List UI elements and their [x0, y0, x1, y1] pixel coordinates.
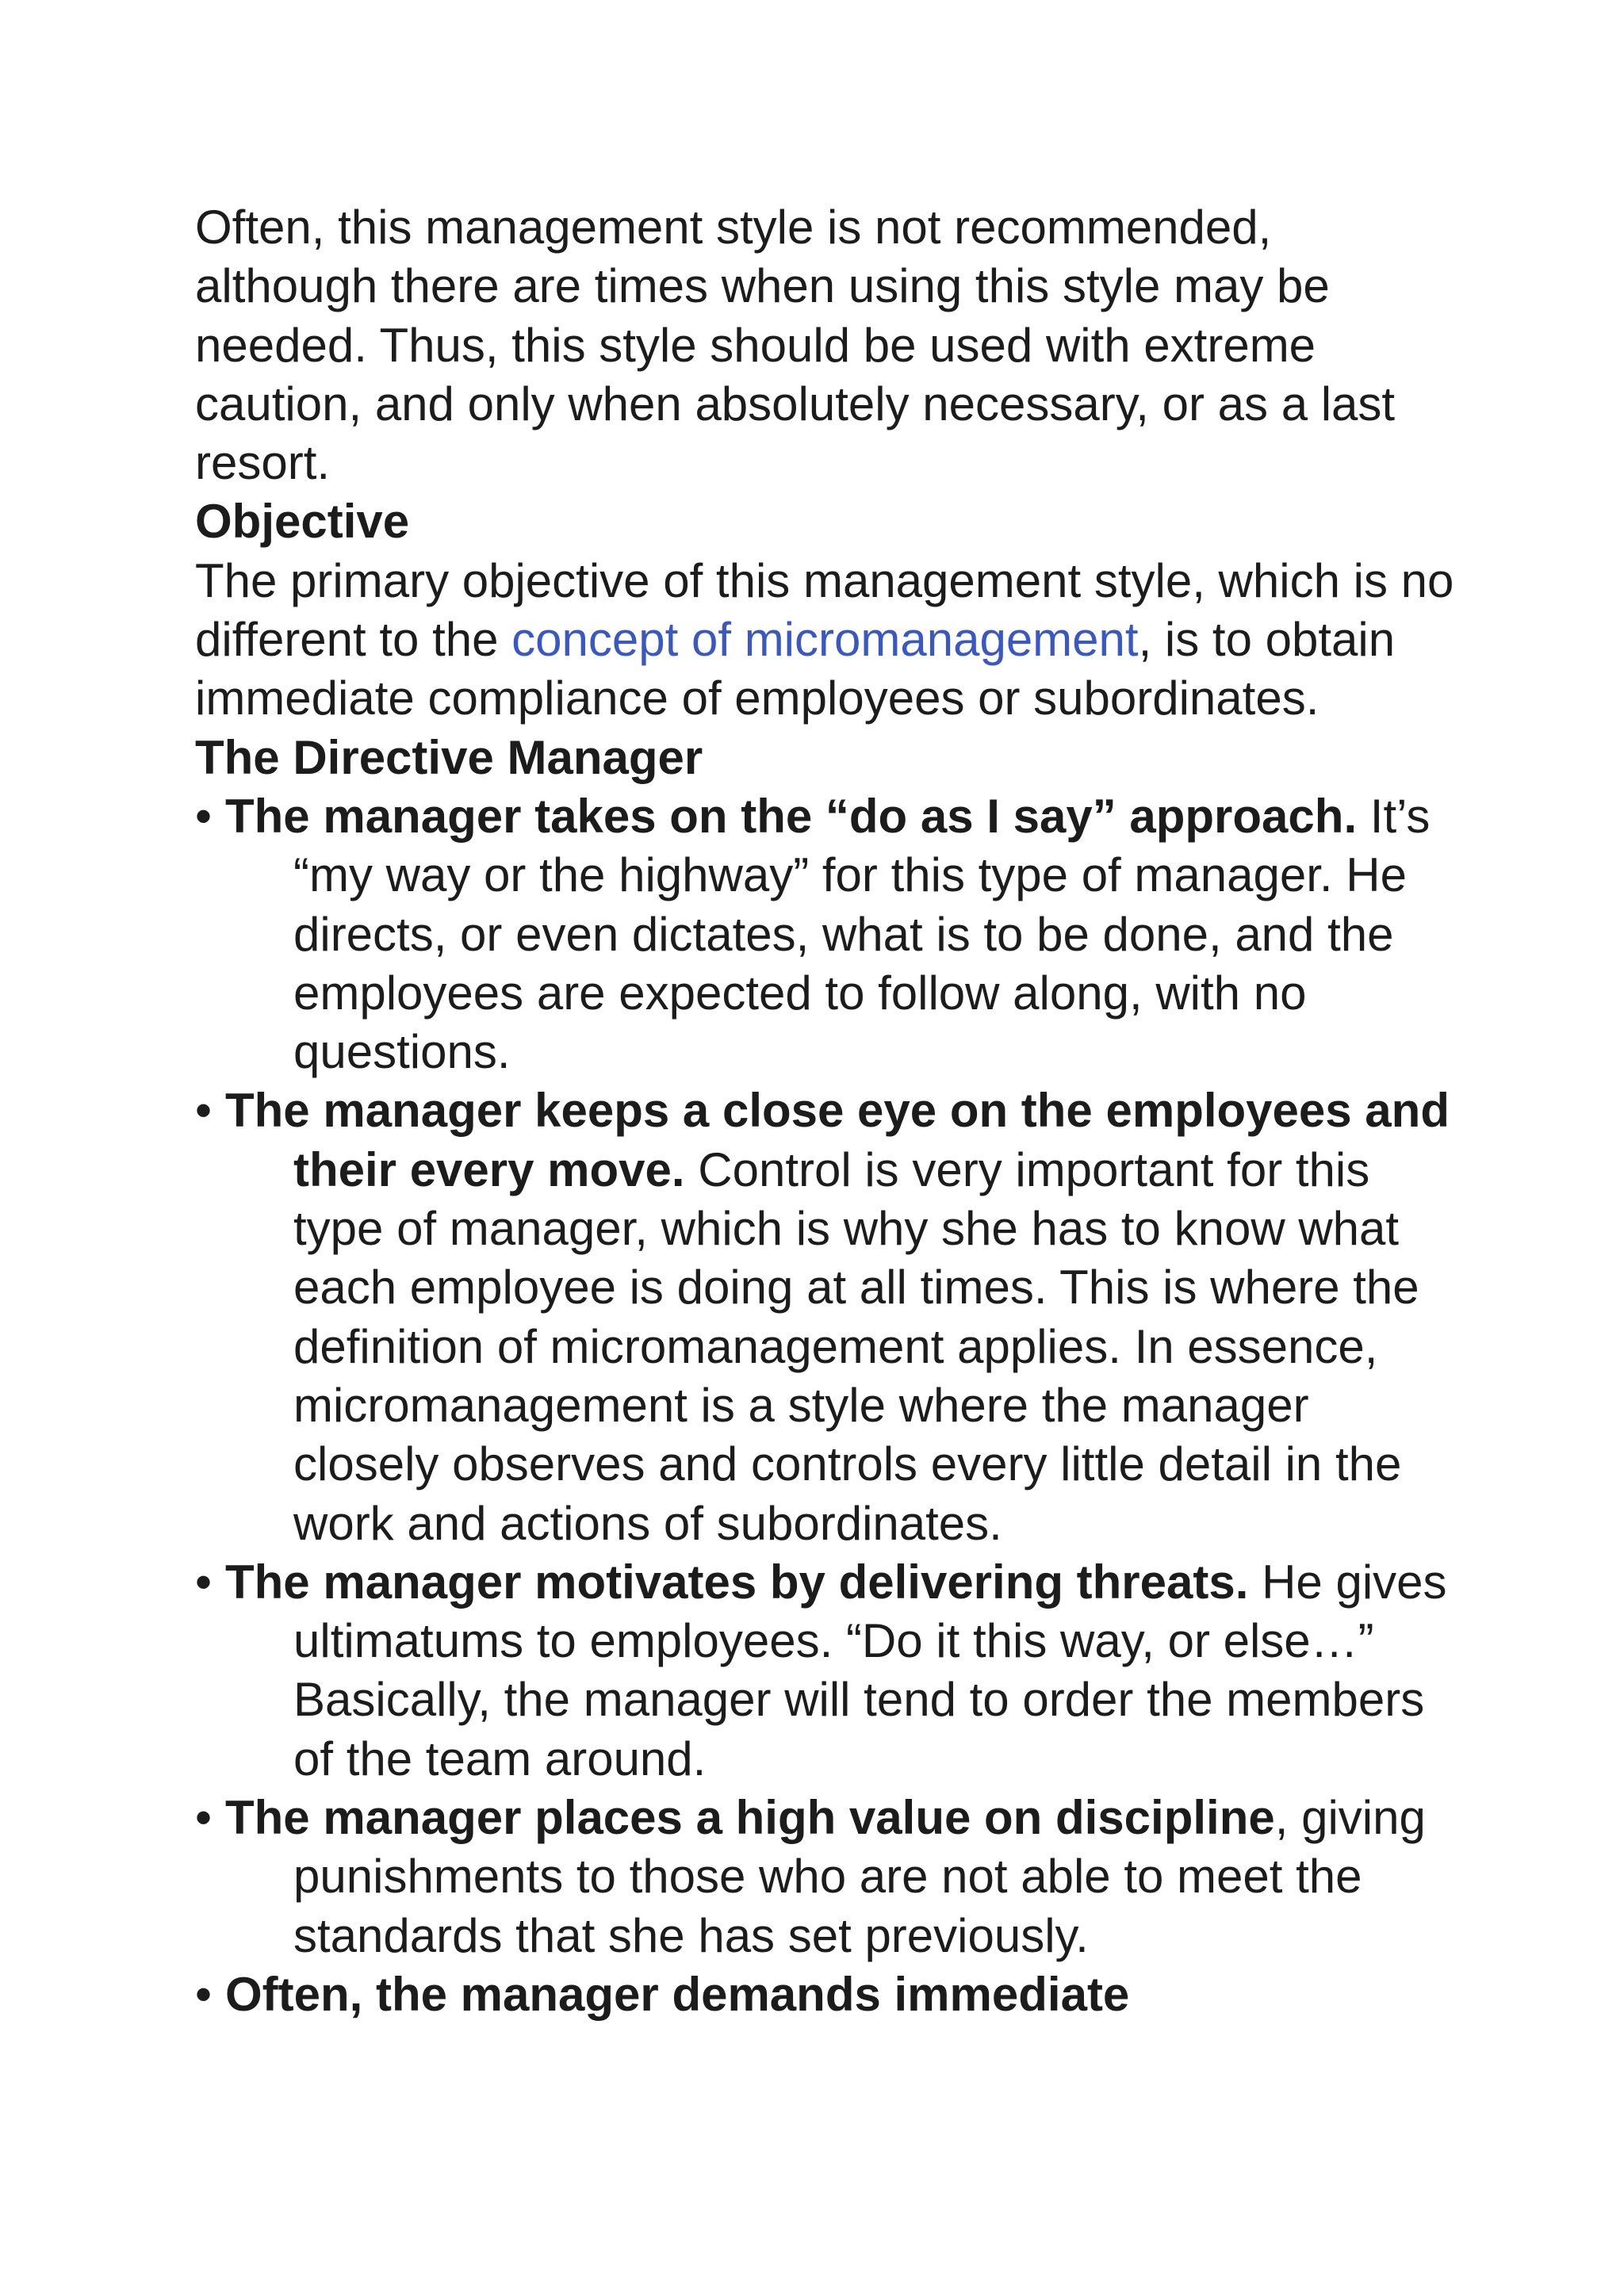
list-item — [195, 1553, 1464, 1789]
objective-text-after-link: , is to obtain immediate compliance of employees or subordinates. — [195, 613, 1396, 725]
list-item-text: Control is very important for this type of manager, which is why she has to know what each employee is doing at all times. This is where the definition of micromanagement applies. In essence, micromanagement is a style where the manager closely observes and controls every little detail in the work and actions of subordinates. — [293, 1142, 1419, 1550]
directive-manager-heading: The Directive Manager — [195, 730, 703, 784]
objective-paragraph — [195, 552, 1464, 729]
bullet-icon: • — [195, 1555, 213, 1609]
bullet-icon: • — [195, 1791, 213, 1845]
list-item — [195, 1965, 1464, 2024]
list-item-text: , giving punishments to those who are not able to meet the standards that she has set previously. — [293, 1791, 1426, 1962]
micromanagement-concept-link[interactable]: concept of micromanagement — [511, 613, 1139, 667]
list-item-bold: The manager takes on the “do as I say” approach. — [225, 789, 1358, 843]
list-item-text: He gives ultimatums to employees. “Do it this way, or else…” Basically, the manager will tend to order the members of the team around. — [293, 1555, 1447, 1785]
list-item — [195, 1789, 1464, 1965]
objective-heading: Objective — [195, 495, 410, 549]
directive-manager-list — [195, 787, 1464, 2024]
document-page — [195, 198, 1464, 2024]
list-item-bold: The manager motivates by delivering threats. — [225, 1555, 1249, 1609]
list-item — [195, 787, 1464, 1081]
list-item-bold: Often, the manager demands immediate — [225, 1967, 1130, 2021]
list-item-bold: The manager keeps a close eye on the employees and their every move. — [225, 1084, 1450, 1196]
list-item-text: It’s “my way or the highway” for this type of manager. He directs, or even dictates, what is to be done, and the employees are expected to follow along, with no questions. — [293, 789, 1431, 1079]
bullet-icon: • — [195, 789, 213, 843]
bullet-icon: • — [195, 1084, 213, 1138]
objective-text-before-link: The primary objective of this management style, which is no different to the — [195, 553, 1454, 667]
bullet-icon: • — [195, 1967, 213, 2021]
list-item — [195, 1081, 1464, 1552]
list-item-bold: The manager places a high value on discipline — [225, 1791, 1275, 1845]
intro-paragraph: Often, this management style is not recommended, although there are times when using this style may be needed. Thus, this style should be used with extreme caution, and only when absolutely necessary, or as a last resort. — [195, 201, 1396, 490]
